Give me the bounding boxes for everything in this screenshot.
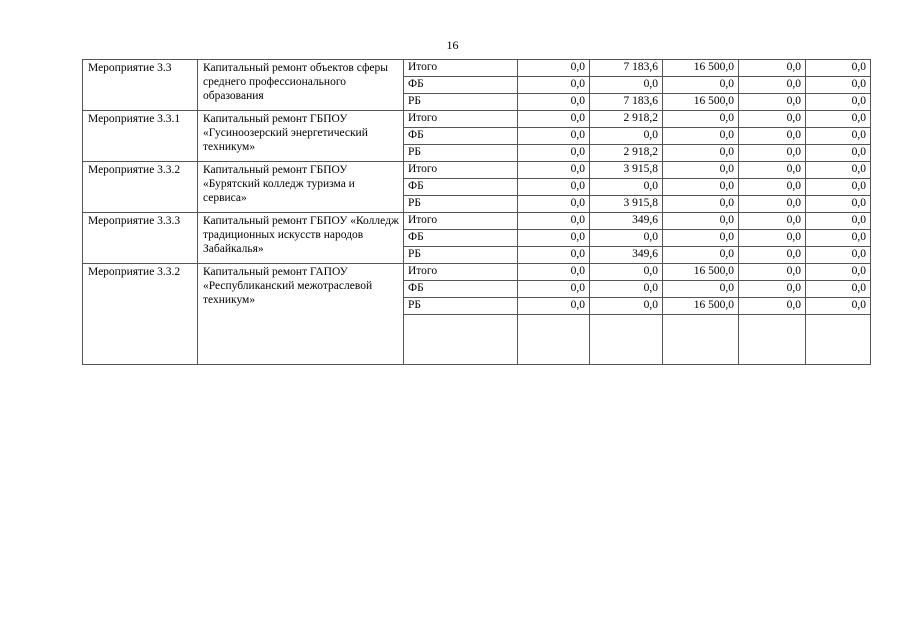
value-cell: 349,6 [590,247,663,264]
value-cell: 0,0 [739,298,806,315]
page-number: 16 [446,38,459,52]
description-cell: Капитальный ремонт объектов сферы среднего профессионального образования [198,60,404,111]
value-cell: 0,0 [739,264,806,281]
value-cell: 0,0 [518,281,590,298]
value-cell: 0,0 [518,179,590,196]
value-cell: 0,0 [518,213,590,230]
value-cell: 7 183,6 [590,60,663,77]
value-cell: 0,0 [806,145,871,162]
funding-source-cell: Итого [404,264,518,281]
value-cell: 0,0 [739,230,806,247]
description-cell: Капитальный ремонт ГБПОУ «Колледж традиционных искусств народов Забайкалья» [198,213,404,264]
table-row [83,60,871,77]
funding-source-cell: РБ [404,94,518,111]
description-cell: Капитальный ремонт ГАПОУ «Республиканский межотраслевой техникум» [198,264,404,365]
budget-table [82,59,871,365]
value-cell: 0,0 [663,128,739,145]
value-cell: 0,0 [590,128,663,145]
empty-cell [806,315,871,365]
value-cell: 0,0 [806,60,871,77]
value-cell: 0,0 [590,264,663,281]
value-cell: 3 915,8 [590,196,663,213]
funding-source-cell: Итого [404,213,518,230]
value-cell: 0,0 [806,213,871,230]
value-cell: 0,0 [518,94,590,111]
measure-cell: Мероприятие 3.3.2 [83,162,198,213]
value-cell: 349,6 [590,213,663,230]
value-cell: 0,0 [739,77,806,94]
value-cell: 0,0 [806,264,871,281]
funding-source-cell: РБ [404,196,518,213]
value-cell: 0,0 [663,145,739,162]
value-cell: 0,0 [806,247,871,264]
value-cell: 0,0 [806,281,871,298]
funding-source-cell: ФБ [404,179,518,196]
empty-cell [590,315,663,365]
value-cell: 7 183,6 [590,94,663,111]
value-cell: 0,0 [663,247,739,264]
value-cell: 0,0 [590,179,663,196]
table-row [83,162,871,179]
value-cell: 0,0 [518,264,590,281]
value-cell: 0,0 [739,111,806,128]
value-cell: 0,0 [663,196,739,213]
value-cell: 0,0 [806,230,871,247]
value-cell: 2 918,2 [590,111,663,128]
value-cell: 0,0 [518,111,590,128]
value-cell: 0,0 [663,281,739,298]
value-cell: 0,0 [663,213,739,230]
value-cell: 0,0 [663,111,739,128]
value-cell: 0,0 [739,128,806,145]
value-cell: 0,0 [590,230,663,247]
empty-cell [404,315,518,365]
value-cell: 0,0 [806,77,871,94]
value-cell: 0,0 [590,281,663,298]
value-cell: 0,0 [518,145,590,162]
value-cell: 0,0 [806,94,871,111]
value-cell: 0,0 [806,196,871,213]
value-cell: 0,0 [518,77,590,94]
value-cell: 0,0 [739,213,806,230]
funding-source-cell: ФБ [404,230,518,247]
value-cell: 0,0 [518,162,590,179]
value-cell: 0,0 [739,162,806,179]
table-body [83,60,871,365]
value-cell: 0,0 [518,298,590,315]
funding-source-cell: Итого [404,60,518,77]
funding-source-cell: Итого [404,162,518,179]
value-cell: 16 500,0 [663,298,739,315]
value-cell: 16 500,0 [663,264,739,281]
value-cell: 0,0 [739,145,806,162]
value-cell: 0,0 [806,298,871,315]
value-cell: 2 918,2 [590,145,663,162]
value-cell: 0,0 [663,179,739,196]
value-cell: 0,0 [806,179,871,196]
table-row [83,213,871,230]
funding-source-cell: ФБ [404,77,518,94]
value-cell: 0,0 [739,247,806,264]
measure-cell: Мероприятие 3.3.1 [83,111,198,162]
value-cell: 0,0 [739,94,806,111]
empty-cell [663,315,739,365]
measure-cell: Мероприятие 3.3.2 [83,264,198,365]
empty-cell [518,315,590,365]
funding-source-cell: Итого [404,111,518,128]
description-cell: Капитальный ремонт ГБПОУ «Гусиноозерский энергетический техникум» [198,111,404,162]
value-cell: 0,0 [518,196,590,213]
value-cell: 0,0 [663,230,739,247]
funding-source-cell: РБ [404,145,518,162]
value-cell: 0,0 [806,162,871,179]
value-cell: 0,0 [518,128,590,145]
table-row [83,264,871,281]
funding-source-cell: ФБ [404,281,518,298]
value-cell: 3 915,8 [590,162,663,179]
value-cell: 0,0 [518,247,590,264]
funding-source-cell: РБ [404,247,518,264]
value-cell: 0,0 [806,111,871,128]
funding-source-cell: ФБ [404,128,518,145]
value-cell: 0,0 [739,179,806,196]
value-cell: 0,0 [806,128,871,145]
value-cell: 0,0 [590,298,663,315]
description-cell: Капитальный ремонт ГБПОУ «Бурятский колледж туризма и сервиса» [198,162,404,213]
value-cell: 16 500,0 [663,60,739,77]
table-row [83,111,871,128]
funding-source-cell: РБ [404,298,518,315]
value-cell: 0,0 [663,162,739,179]
value-cell: 0,0 [518,230,590,247]
value-cell: 0,0 [518,60,590,77]
value-cell: 0,0 [739,281,806,298]
value-cell: 16 500,0 [663,94,739,111]
value-cell: 0,0 [663,77,739,94]
value-cell: 0,0 [739,196,806,213]
value-cell: 0,0 [590,77,663,94]
measure-cell: Мероприятие 3.3 [83,60,198,111]
empty-cell [739,315,806,365]
measure-cell: Мероприятие 3.3.3 [83,213,198,264]
value-cell: 0,0 [739,60,806,77]
